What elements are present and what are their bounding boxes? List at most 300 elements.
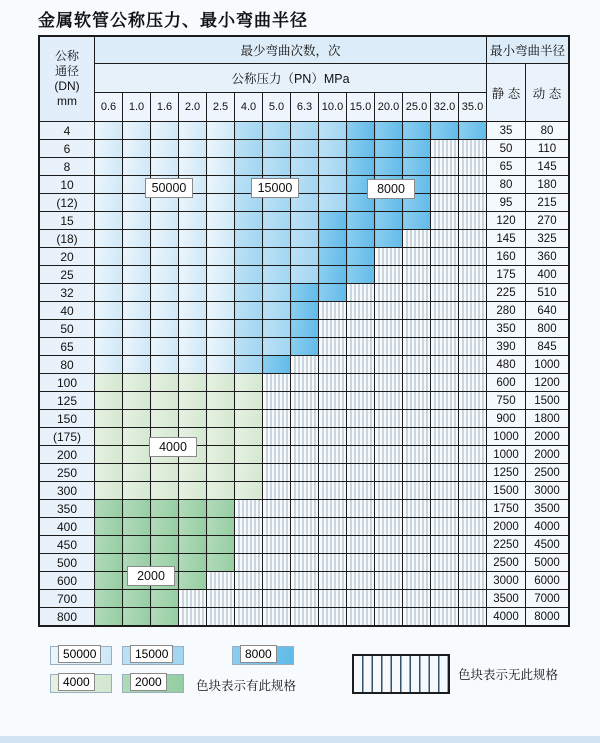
table-row — [39, 176, 569, 194]
spec-cell-no-spec — [431, 284, 459, 302]
spec-cell-8000 — [403, 140, 431, 158]
spec-cell-4000 — [235, 392, 263, 410]
spec-cell-no-spec — [263, 536, 291, 554]
spec-cell-4000 — [179, 410, 207, 428]
spec-cell-no-spec — [347, 338, 375, 356]
spec-cell-15000 — [235, 284, 263, 302]
spec-cell-4000 — [95, 392, 123, 410]
spec-cell-15000 — [235, 140, 263, 158]
spec-cell-4000 — [207, 410, 235, 428]
spec-cell-no-spec — [375, 284, 403, 302]
table-row — [39, 572, 569, 590]
spec-cell-2000 — [207, 518, 235, 536]
spec-cell-no-spec — [235, 590, 263, 608]
spec-cell-4000 — [207, 464, 235, 482]
spec-cell-8000 — [319, 248, 347, 266]
pressure-tick: 10.0 — [319, 93, 347, 122]
spec-cell-8000 — [263, 356, 291, 374]
spec-cell-no-spec — [403, 392, 431, 410]
spec-cell-no-spec — [375, 392, 403, 410]
spec-cell-50000 — [151, 140, 179, 158]
spec-cell-no-spec — [459, 320, 487, 338]
spec-cell-no-spec — [375, 464, 403, 482]
spec-cell-4000 — [95, 428, 123, 446]
spec-cell-no-spec — [319, 590, 347, 608]
spec-cell-50000 — [207, 338, 235, 356]
spec-cell-50000 — [95, 356, 123, 374]
dn-cell: 10 — [39, 176, 95, 194]
spec-cell-50000 — [151, 320, 179, 338]
spec-cell-no-spec — [459, 500, 487, 518]
spec-cell-no-spec — [459, 464, 487, 482]
legend-swatch-label: 15000 — [130, 645, 173, 663]
spec-cell-50000 — [207, 356, 235, 374]
spec-cell-no-spec — [459, 140, 487, 158]
dn-cell: (12) — [39, 194, 95, 212]
spec-cell-8000 — [347, 140, 375, 158]
spec-cell-8000 — [319, 212, 347, 230]
table-row — [39, 392, 569, 410]
spec-cell-no-spec — [403, 518, 431, 536]
spec-cell-50000 — [207, 140, 235, 158]
spec-cell-50000 — [123, 320, 151, 338]
spec-cell-no-spec — [347, 464, 375, 482]
spec-cell-50000 — [179, 212, 207, 230]
spec-cell-no-spec — [403, 248, 431, 266]
pressure-tick: 15.0 — [347, 93, 375, 122]
spec-cell-2000 — [151, 590, 179, 608]
spec-cell-no-spec — [431, 572, 459, 590]
table-row — [39, 338, 569, 356]
spec-cell-no-spec — [263, 554, 291, 572]
spec-cell-no-spec — [459, 428, 487, 446]
spec-cell-2000 — [95, 536, 123, 554]
has-spec-note: 色块表示有此规格 — [196, 679, 297, 693]
dynamic-radius-cell: 640 — [526, 302, 570, 320]
static-radius-cell: 175 — [487, 266, 526, 284]
spec-cell-no-spec — [291, 590, 319, 608]
static-radius-cell: 750 — [487, 392, 526, 410]
table-row — [39, 266, 569, 284]
static-radius-cell: 1000 — [487, 428, 526, 446]
spec-cell-no-spec — [207, 572, 235, 590]
static-radius-cell: 480 — [487, 356, 526, 374]
spec-cell-no-spec — [235, 572, 263, 590]
spec-cell-no-spec — [459, 572, 487, 590]
spec-cell-50000 — [179, 140, 207, 158]
static-radius-cell: 4000 — [487, 608, 526, 627]
dn-cell: 600 — [39, 572, 95, 590]
spec-cell-2000 — [95, 590, 123, 608]
static-radius-cell: 2500 — [487, 554, 526, 572]
no-spec-note: 色块表示无此规格 — [458, 668, 559, 682]
dn-cell: 8 — [39, 158, 95, 176]
spec-cell-2000 — [95, 608, 123, 627]
spec-cell-50000 — [95, 140, 123, 158]
dynamic-radius-cell: 80 — [526, 122, 570, 140]
spec-cell-4000 — [235, 410, 263, 428]
dn-cell: 65 — [39, 338, 95, 356]
spec-cell-no-spec — [375, 446, 403, 464]
spec-cell-no-spec — [375, 572, 403, 590]
spec-cell-4000 — [123, 446, 151, 464]
spec-cell-50000 — [179, 266, 207, 284]
spec-cell-no-spec — [347, 500, 375, 518]
spec-cell-no-spec — [375, 410, 403, 428]
spec-cell-8000 — [375, 212, 403, 230]
spec-cell-50000 — [179, 356, 207, 374]
spec-cell-2000 — [179, 500, 207, 518]
spec-cell-no-spec — [375, 248, 403, 266]
table-body — [39, 122, 569, 627]
spec-cell-50000 — [207, 230, 235, 248]
dynamic-radius-cell: 145 — [526, 158, 570, 176]
spec-cell-no-spec — [375, 266, 403, 284]
spec-cell-no-spec — [431, 176, 459, 194]
static-radius-cell: 65 — [487, 158, 526, 176]
spec-cell-15000 — [263, 230, 291, 248]
dn-cell: 400 — [39, 518, 95, 536]
spec-cell-2000 — [207, 554, 235, 572]
spec-cell-50000 — [151, 284, 179, 302]
spec-cell-no-spec — [431, 554, 459, 572]
dynamic-radius-cell: 800 — [526, 320, 570, 338]
dn-column-header: 公称 通径 (DN) mm — [39, 36, 95, 122]
pressure-tick: 25.0 — [403, 93, 431, 122]
dynamic-radius-cell: 4500 — [526, 536, 570, 554]
spec-cell-2000 — [95, 572, 123, 590]
dynamic-radius-cell: 8000 — [526, 608, 570, 627]
spec-cell-no-spec — [347, 356, 375, 374]
pressure-tick: 2.5 — [207, 93, 235, 122]
spec-cell-15000 — [291, 248, 319, 266]
spec-cell-2000 — [123, 536, 151, 554]
table-row — [39, 302, 569, 320]
spec-cell-no-spec — [207, 590, 235, 608]
dynamic-radius-cell: 845 — [526, 338, 570, 356]
spec-cell-no-spec — [431, 140, 459, 158]
table-row — [39, 158, 569, 176]
spec-cell-no-spec — [291, 572, 319, 590]
spec-cell-no-spec — [263, 572, 291, 590]
spec-cell-4000 — [235, 374, 263, 392]
spec-cell-50000 — [95, 122, 123, 140]
spec-cell-no-spec — [459, 446, 487, 464]
spec-cell-8000 — [291, 302, 319, 320]
dynamic-radius-cell: 180 — [526, 176, 570, 194]
spec-cell-4000 — [207, 374, 235, 392]
spec-cell-50000 — [95, 230, 123, 248]
spec-cell-2000 — [151, 500, 179, 518]
spec-cell-no-spec — [375, 482, 403, 500]
spec-cell-15000 — [235, 122, 263, 140]
table-row — [39, 320, 569, 338]
dynamic-radius-cell: 3500 — [526, 500, 570, 518]
spec-cell-no-spec — [459, 536, 487, 554]
spec-cell-15000 — [319, 122, 347, 140]
spec-cell-no-spec — [459, 158, 487, 176]
spec-cell-4000 — [179, 392, 207, 410]
spec-cell-50000 — [123, 230, 151, 248]
table-row — [39, 590, 569, 608]
spec-cell-no-spec — [319, 446, 347, 464]
table-row — [39, 410, 569, 428]
spec-cell-no-spec — [431, 230, 459, 248]
spec-cell-50000 — [95, 302, 123, 320]
spec-cell-no-spec — [459, 356, 487, 374]
spec-cell-no-spec — [263, 446, 291, 464]
dn-cell: (18) — [39, 230, 95, 248]
dn-cell: 250 — [39, 464, 95, 482]
spec-cell-50000 — [207, 302, 235, 320]
spec-cell-4000 — [123, 464, 151, 482]
spec-cell-50000 — [207, 122, 235, 140]
spec-cell-no-spec — [459, 374, 487, 392]
spec-cell-8000 — [291, 284, 319, 302]
static-radius-cell: 3000 — [487, 572, 526, 590]
spec-cell-no-spec — [403, 590, 431, 608]
spec-cell-no-spec — [431, 266, 459, 284]
dn-cell: 25 — [39, 266, 95, 284]
spec-cell-no-spec — [263, 392, 291, 410]
radius-header: 最小弯曲半径 — [487, 36, 570, 64]
table-row — [39, 194, 569, 212]
pressure-tick: 35.0 — [459, 93, 487, 122]
spec-cell-no-spec — [403, 608, 431, 627]
spec-cell-no-spec — [459, 392, 487, 410]
spec-cell-no-spec — [375, 428, 403, 446]
spec-cell-2000 — [151, 518, 179, 536]
spec-cell-no-spec — [347, 446, 375, 464]
spec-cell-no-spec — [459, 482, 487, 500]
dn-cell: 50 — [39, 320, 95, 338]
band-label-50000: 50000 — [145, 178, 193, 198]
spec-cell-8000 — [347, 248, 375, 266]
spec-cell-50000 — [207, 266, 235, 284]
dn-cell: 700 — [39, 590, 95, 608]
spec-cell-no-spec — [291, 518, 319, 536]
page-footer-strip — [0, 736, 600, 743]
spec-cell-no-spec — [403, 428, 431, 446]
spec-cell-8000 — [403, 212, 431, 230]
spec-cell-15000 — [319, 140, 347, 158]
spec-cell-no-spec — [431, 248, 459, 266]
spec-cell-50000 — [123, 122, 151, 140]
spec-cell-no-spec — [291, 554, 319, 572]
table-row — [39, 500, 569, 518]
dynamic-radius-cell: 1200 — [526, 374, 570, 392]
static-radius-cell: 1500 — [487, 482, 526, 500]
spec-cell-15000 — [263, 284, 291, 302]
pressure-tick: 20.0 — [375, 93, 403, 122]
spec-cell-no-spec — [347, 374, 375, 392]
dn-cell: 200 — [39, 446, 95, 464]
spec-cell-8000 — [459, 122, 487, 140]
spec-cell-no-spec — [179, 608, 207, 627]
dynamic-radius-cell: 2000 — [526, 446, 570, 464]
spec-cell-no-spec — [459, 518, 487, 536]
static-radius-cell: 120 — [487, 212, 526, 230]
pressure-tick: 32.0 — [431, 93, 459, 122]
dynamic-radius-cell: 7000 — [526, 590, 570, 608]
dynamic-radius-cell: 1800 — [526, 410, 570, 428]
spec-cell-8000 — [319, 230, 347, 248]
dn-cell: 4 — [39, 122, 95, 140]
static-radius-cell: 1750 — [487, 500, 526, 518]
spec-cell-15000 — [235, 266, 263, 284]
spec-cell-no-spec — [403, 320, 431, 338]
static-radius-cell: 3500 — [487, 590, 526, 608]
spec-cell-15000 — [291, 158, 319, 176]
spec-cell-50000 — [123, 212, 151, 230]
pressure-tick: 1.6 — [151, 93, 179, 122]
spec-cell-no-spec — [431, 392, 459, 410]
spec-cell-no-spec — [319, 608, 347, 627]
spec-cell-8000 — [375, 230, 403, 248]
pressure-tick: 5.0 — [263, 93, 291, 122]
static-radius-cell: 35 — [487, 122, 526, 140]
spec-cell-no-spec — [431, 428, 459, 446]
dn-cell: (175) — [39, 428, 95, 446]
spec-cell-no-spec — [319, 338, 347, 356]
spec-cell-2000 — [179, 572, 207, 590]
spec-cell-no-spec — [375, 518, 403, 536]
spec-cell-50000 — [151, 248, 179, 266]
spec-cell-no-spec — [431, 374, 459, 392]
table-row — [39, 356, 569, 374]
spec-cell-no-spec — [235, 608, 263, 627]
spec-cell-no-spec — [319, 518, 347, 536]
spec-cell-no-spec — [291, 464, 319, 482]
spec-cell-2000 — [95, 554, 123, 572]
spec-cell-no-spec — [291, 356, 319, 374]
spec-cell-no-spec — [431, 482, 459, 500]
spec-cell-2000 — [179, 554, 207, 572]
spec-cell-15000 — [319, 194, 347, 212]
dn-cell: 40 — [39, 302, 95, 320]
spec-cell-no-spec — [375, 536, 403, 554]
spec-cell-no-spec — [431, 356, 459, 374]
spec-cell-no-spec — [291, 446, 319, 464]
spec-cell-50000 — [151, 158, 179, 176]
spec-cell-no-spec — [179, 590, 207, 608]
spec-cell-no-spec — [347, 572, 375, 590]
spec-cell-no-spec — [291, 608, 319, 627]
spec-cell-50000 — [95, 212, 123, 230]
spec-cell-no-spec — [291, 482, 319, 500]
spec-cell-no-spec — [459, 590, 487, 608]
spec-cell-15000 — [263, 212, 291, 230]
spec-cell-15000 — [319, 176, 347, 194]
no-spec-hatch-swatch — [352, 654, 450, 694]
spec-cell-15000 — [235, 338, 263, 356]
static-radius-cell: 95 — [487, 194, 526, 212]
spec-cell-4000 — [235, 482, 263, 500]
pressure-tick: 6.3 — [291, 93, 319, 122]
spec-cell-no-spec — [319, 482, 347, 500]
spec-cell-no-spec — [431, 302, 459, 320]
spec-cell-15000 — [263, 302, 291, 320]
spec-cell-8000 — [319, 284, 347, 302]
spec-cell-no-spec — [375, 302, 403, 320]
dynamic-header: 动 态 — [526, 64, 570, 122]
dn-cell: 800 — [39, 608, 95, 627]
spec-cell-8000 — [431, 122, 459, 140]
static-radius-cell: 225 — [487, 284, 526, 302]
spec-cell-no-spec — [375, 554, 403, 572]
spec-cell-no-spec — [347, 392, 375, 410]
spec-cell-2000 — [207, 500, 235, 518]
spec-cell-no-spec — [431, 410, 459, 428]
table-row — [39, 518, 569, 536]
table-row — [39, 140, 569, 158]
spec-cell-15000 — [263, 122, 291, 140]
spec-cell-50000 — [179, 284, 207, 302]
legend-item-2000 — [122, 674, 182, 691]
spec-cell-50000 — [179, 122, 207, 140]
dn-cell: 125 — [39, 392, 95, 410]
spec-cell-4000 — [207, 392, 235, 410]
spec-cell-50000 — [151, 212, 179, 230]
spec-cell-15000 — [291, 266, 319, 284]
spec-cell-15000 — [291, 230, 319, 248]
spec-cell-no-spec — [347, 428, 375, 446]
spec-cell-no-spec — [459, 410, 487, 428]
spec-cell-no-spec — [403, 410, 431, 428]
dn-cell: 32 — [39, 284, 95, 302]
spec-cell-4000 — [123, 482, 151, 500]
spec-cell-50000 — [151, 302, 179, 320]
spec-cell-50000 — [207, 194, 235, 212]
spec-cell-15000 — [263, 338, 291, 356]
spec-cell-2000 — [123, 500, 151, 518]
spec-cell-no-spec — [347, 410, 375, 428]
static-header: 静 态 — [487, 64, 526, 122]
spec-cell-no-spec — [235, 536, 263, 554]
page-title: 金属软管公称压力、最小弯曲半径 — [38, 11, 308, 31]
spec-cell-no-spec — [403, 464, 431, 482]
table-row — [39, 374, 569, 392]
table-row — [39, 482, 569, 500]
spec-cell-4000 — [95, 374, 123, 392]
dn-cell: 500 — [39, 554, 95, 572]
spec-cell-8000 — [403, 158, 431, 176]
spec-cell-no-spec — [403, 536, 431, 554]
spec-cell-15000 — [235, 158, 263, 176]
static-radius-cell: 350 — [487, 320, 526, 338]
spec-cell-50000 — [123, 284, 151, 302]
static-radius-cell: 2000 — [487, 518, 526, 536]
legend-item-15000 — [122, 646, 182, 663]
spec-cell-15000 — [263, 158, 291, 176]
spec-cell-8000 — [347, 230, 375, 248]
spec-cell-15000 — [263, 266, 291, 284]
spec-cell-no-spec — [263, 518, 291, 536]
spec-cell-50000 — [207, 212, 235, 230]
table-row — [39, 284, 569, 302]
spec-cell-15000 — [291, 140, 319, 158]
spec-cell-no-spec — [375, 500, 403, 518]
spec-cell-no-spec — [263, 410, 291, 428]
spec-cell-no-spec — [263, 464, 291, 482]
spec-cell-no-spec — [403, 230, 431, 248]
spec-cell-no-spec — [291, 374, 319, 392]
spec-cell-50000 — [151, 356, 179, 374]
band-label-2000: 2000 — [127, 566, 175, 586]
spec-cell-2000 — [95, 500, 123, 518]
spec-cell-no-spec — [263, 590, 291, 608]
spec-cell-no-spec — [347, 590, 375, 608]
